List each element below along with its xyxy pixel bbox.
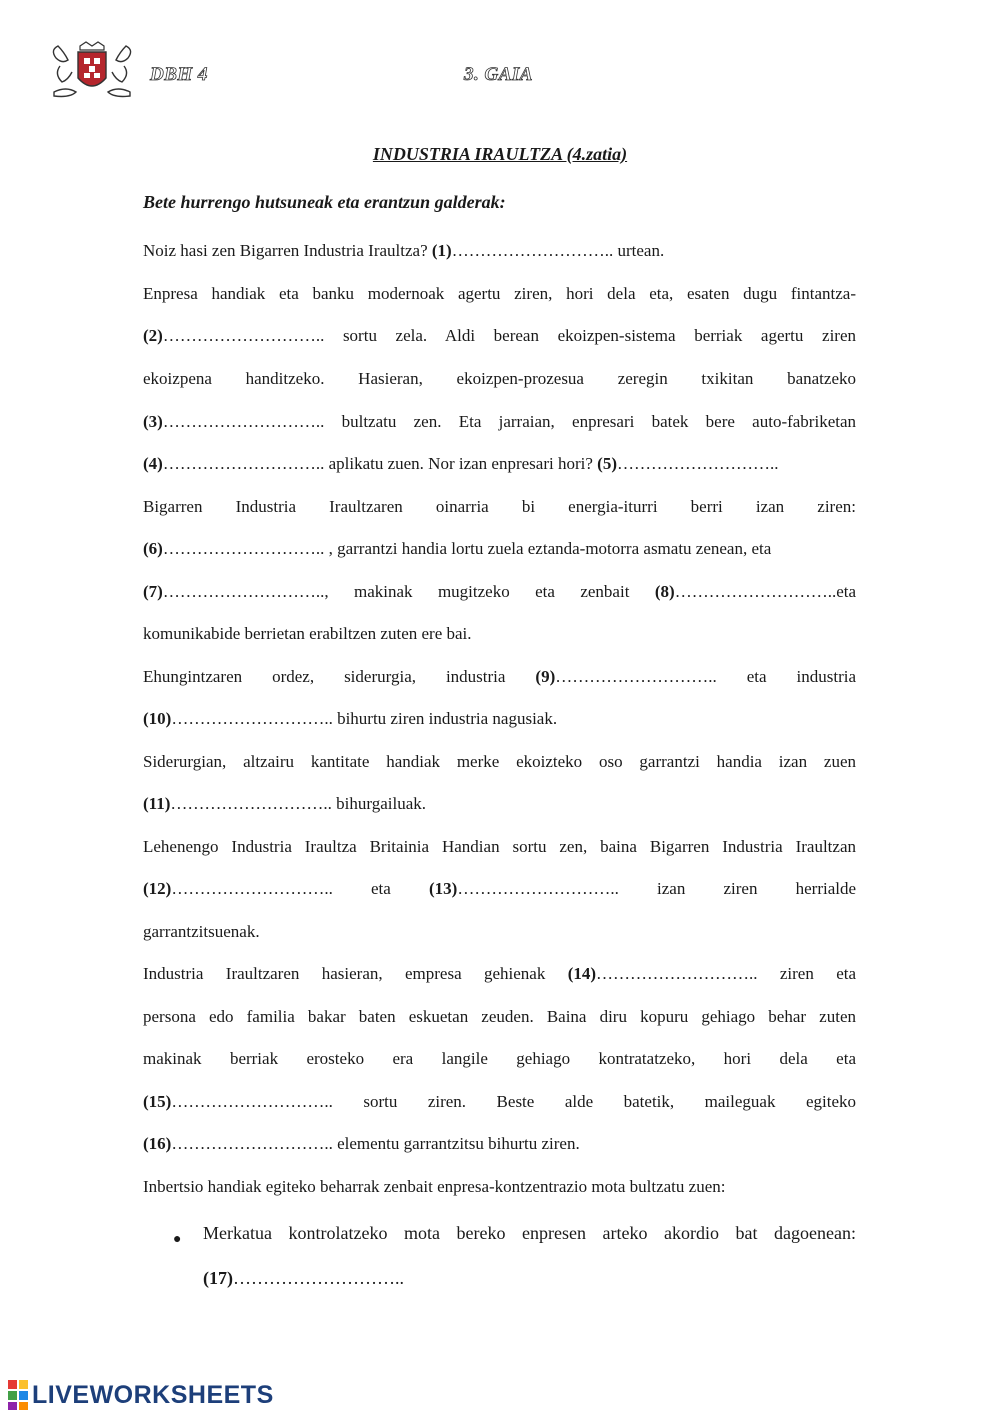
text-line: (3)……………………….. bultzatu zen. Eta jarraian, enpresari batek bere auto-fabriketan xyxy=(143,412,857,431)
blank-number: (2) xyxy=(143,326,163,345)
answer-blank[interactable]: ……………………….. xyxy=(162,412,325,431)
bullet-item xyxy=(203,1267,856,1289)
text-line: Ehungintzaren ordez, siderurgia, industria (9)……………………….. eta industria xyxy=(143,667,856,686)
answer-blank[interactable]: ……………………….. xyxy=(162,582,325,601)
page-title: INDUSTRIA IRAULTZA (4.zatia) xyxy=(372,144,628,164)
text-line: (16)……………………….. elementu garrantzitsu bihurtu ziren. xyxy=(143,1134,580,1153)
text-line: Siderurgian, altzairu kantitate handiak merke ekoizteko oso garrantzi handia izan zuen xyxy=(143,752,856,771)
blank-number: (12) xyxy=(143,879,172,898)
text-line: Lehenengo Industria Iraultza Britainia Handian sortu zen, baina Bigarren Industria Iraultzan xyxy=(143,837,856,856)
answer-blank[interactable]: ……………………….. xyxy=(233,1268,404,1288)
coat-of-arms-icon xyxy=(46,40,138,102)
text-line: (11)……………………….. bihurgailuak. xyxy=(143,794,427,813)
text-line: komunikabide berrietan erabiltzen zuten ere bai. xyxy=(143,624,472,643)
answer-blank[interactable]: ……………………….. xyxy=(162,326,325,345)
text-line: (2)……………………….. sortu zela. Aldi berean ekoizpen-sistema berriak agertu ziren xyxy=(143,326,856,345)
answer-blank[interactable]: ……………………….. xyxy=(171,879,333,898)
answer-blank[interactable]: ……………………….. xyxy=(171,1092,333,1111)
text-line: Noiz hasi zen Bigarren Industria Iraultza? (1)……………………….. urtean. xyxy=(143,241,665,260)
text-line: garrantzitsuenak. xyxy=(143,922,260,941)
text-line: (10)……………………….. bihurtu ziren industria nagusiak. xyxy=(143,709,558,728)
header-course: DBH 4 xyxy=(150,64,208,85)
text-line: (6)……………………….. , garrantzi handia lortu zuela eztanda-motorra asmatu zenean, eta xyxy=(143,539,772,558)
blank-number: (11) xyxy=(143,794,171,813)
blank-number: (10) xyxy=(143,709,172,728)
blank-number: (14) xyxy=(567,964,597,983)
answer-blank[interactable]: ……………………….. xyxy=(596,964,758,983)
blank-number: (3) xyxy=(143,412,163,431)
blank-number: (1) xyxy=(431,241,452,260)
blank-number: (9) xyxy=(535,667,556,686)
blank-number: (7) xyxy=(143,582,163,601)
answer-blank[interactable]: ……………………….. xyxy=(171,709,333,728)
blank-number: (13) xyxy=(429,879,458,898)
liveworksheets-logo-icon xyxy=(8,1380,28,1410)
text-line: ekoizpena handitzeko. Hasieran, ekoizpen-prozesua zeregin txikitan banatzeko xyxy=(143,369,856,388)
header-unit: 3. GAIA xyxy=(464,64,533,85)
blank-number: (6) xyxy=(143,539,163,558)
text-line: Industria Iraultzaren hasieran, empresa gehienak (14)……………………….. ziren eta xyxy=(143,964,857,983)
instruction: Bete hurrengo hutsuneak eta erantzun galderak: xyxy=(143,192,506,212)
answer-blank[interactable]: ……………………….. xyxy=(457,879,619,898)
text-line: (12)……………………….. eta (13)……………………….. izan ziren herrialde xyxy=(143,879,857,898)
text-line: (4)……………………….. aplikatu zuen. Nor izan enpresari hori? (5)……………………….. xyxy=(143,454,779,473)
bullet-item: Merkatua kontrolatzeko mota bereko enpresen arteko akordio bat dagoenean: xyxy=(203,1223,856,1243)
answer-blank[interactable]: ……………………….. xyxy=(171,1134,333,1153)
blank-number: (15) xyxy=(143,1092,172,1111)
answer-blank[interactable]: ……………………….. xyxy=(617,454,779,473)
answer-blank[interactable]: ……………………….. xyxy=(674,582,837,601)
answer-blank[interactable]: ……………………….. xyxy=(170,794,332,813)
text-line: Enpresa handiak eta banku modernoak agertu ziren, hori dela eta, esaten dugu fintantza- xyxy=(143,284,856,303)
text-line: makinak berriak erosteko era langile gehiago kontratatzeko, hori dela eta xyxy=(143,1049,856,1068)
blank-number: (16) xyxy=(143,1134,172,1153)
blank-number: (5) xyxy=(597,454,617,473)
answer-blank[interactable]: ……………………….. xyxy=(162,454,325,473)
bullet-icon: ● xyxy=(173,1232,182,1247)
text-line: Inbertsio handiak egiteko beharrak zenbait enpresa-kontzentrazio mota bultzatu zuen: xyxy=(143,1177,726,1196)
blank-number: (8) xyxy=(654,582,675,601)
footer-brand-text: LIVEWORKSHEETS xyxy=(32,1380,274,1409)
blank-number: (4) xyxy=(143,454,163,473)
text-line: persona edo familia bakar baten eskuetan zeuden. Baina diru kopuru gehiago behar zuten xyxy=(143,1007,856,1026)
footer-brand xyxy=(8,1378,274,1412)
answer-blank[interactable]: ……………………….. xyxy=(162,539,325,558)
text-line: Bigarren Industria Iraultzaren oinarria bi energia-iturri berri izan ziren: xyxy=(143,497,856,516)
blank-number: (17) xyxy=(203,1268,233,1288)
text-line: (15)……………………….. sortu ziren. Beste alde batetik, maileguak egiteko xyxy=(143,1092,856,1111)
answer-blank[interactable]: ……………………….. xyxy=(555,667,717,686)
text-line: (7)……………………….., makinak mugitzeko eta zenbait (8)………………………..eta xyxy=(143,582,857,601)
answer-blank[interactable]: ……………………….. xyxy=(451,241,614,260)
